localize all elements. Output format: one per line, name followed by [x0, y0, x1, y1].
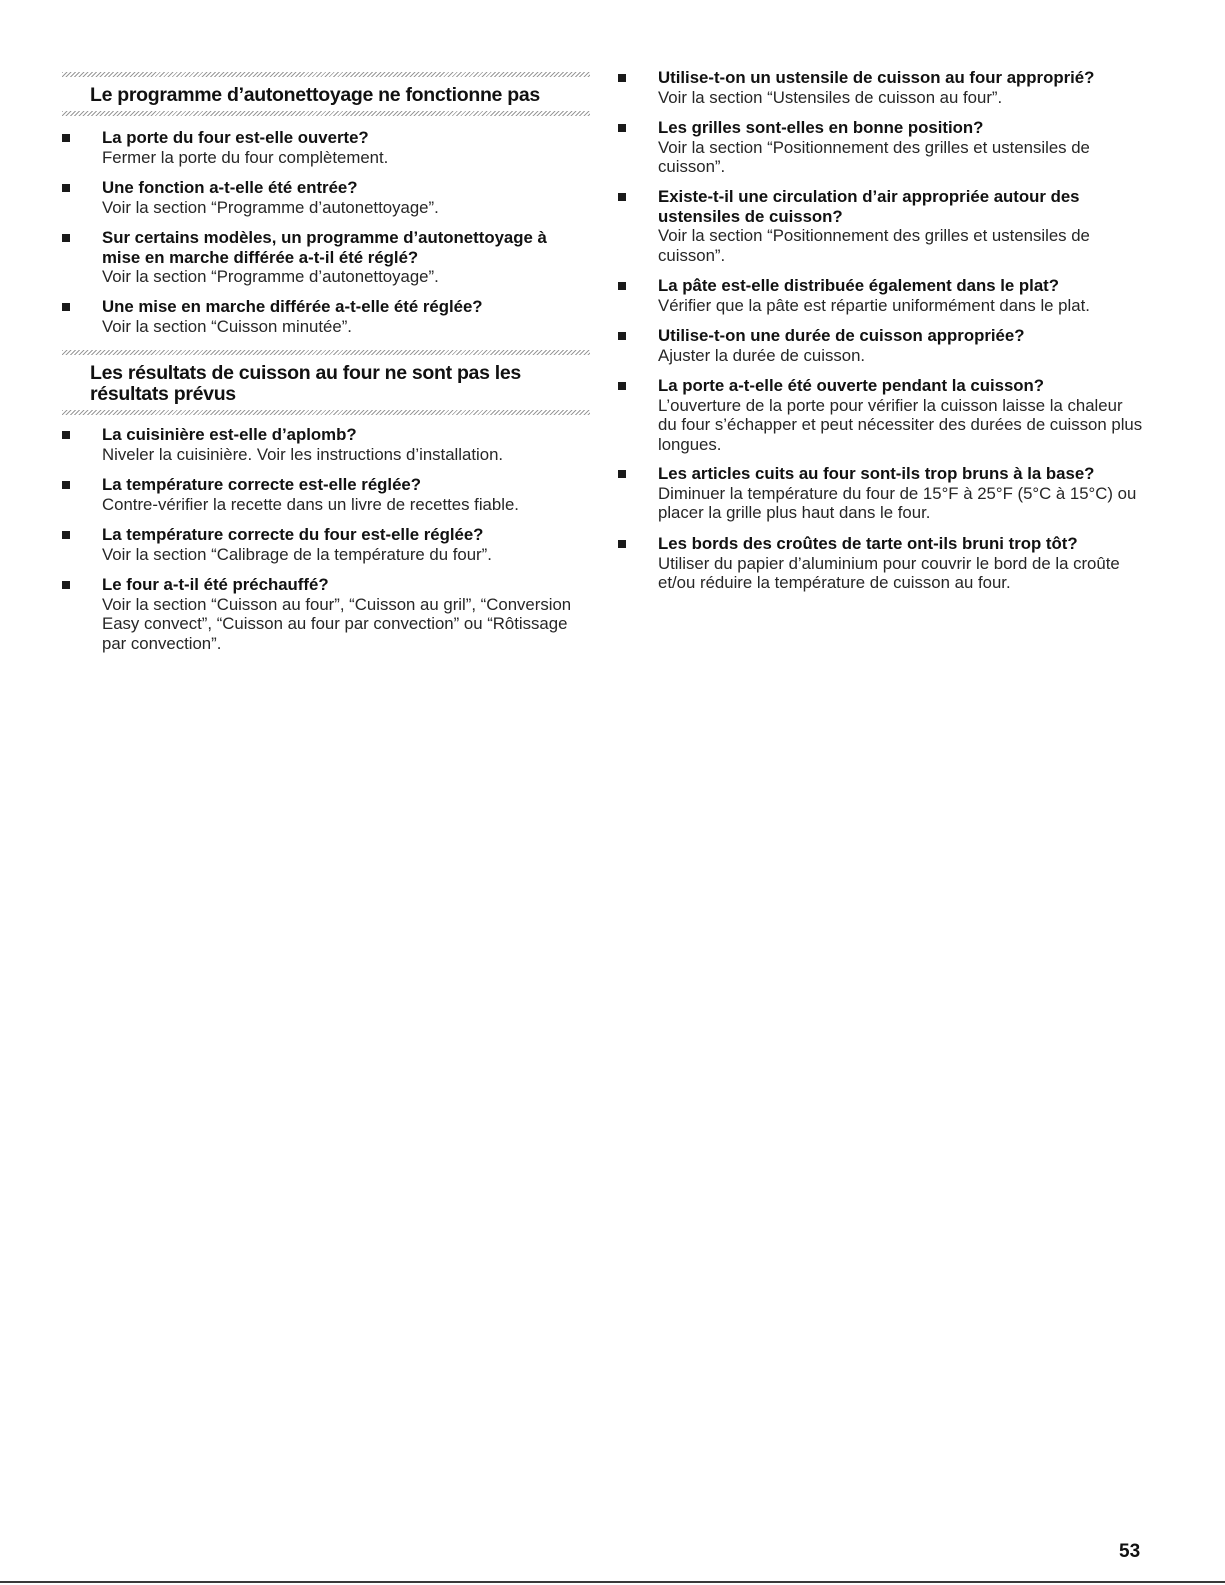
item-question: La pâte est-elle distribuée également dans le plat?: [658, 276, 1060, 295]
item-answer: Fermer la porte du four complètement.: [102, 147, 389, 167]
item-answer: L’ouverture de la porte pour vérifier la cuisson laisse la chaleur du four s’échapper et peut nécessiter des durées de cuisson plus longues.: [658, 395, 1143, 454]
square-bullet-icon: [618, 193, 626, 201]
list-item: [618, 326, 1143, 365]
square-bullet-icon: [618, 332, 626, 340]
square-bullet-icon: [62, 234, 70, 242]
square-bullet-icon: [62, 531, 70, 539]
square-bullet-icon: [62, 184, 70, 192]
item-answer: Contre-vérifier la recette dans un livre de recettes fiable.: [102, 494, 519, 514]
item-answer: Ajuster la durée de cuisson.: [658, 345, 866, 365]
item-question: Les bords des croûtes de tarte ont-ils bruni trop tôt?: [658, 534, 1078, 553]
item-answer: Voir la section “Programme d’autonettoyage”.: [102, 267, 439, 287]
list-item: [62, 228, 587, 287]
item-answer: Voir la section “Cuisson au four”, “Cuisson au gril”, “Conversion Easy convect”, “Cuisson au four par convection” ou “Rôtissage par convection”.: [102, 594, 572, 653]
list-item: [62, 475, 587, 514]
square-bullet-icon: [618, 540, 626, 548]
item-answer: Voir la section “Ustensiles de cuisson au four”.: [658, 87, 1003, 107]
item-question: Sur certains modèles, un programme d’autonettoyage à mise en marche différée a-t-il été réglé?: [102, 228, 547, 267]
item-question: Les grilles sont-elles en bonne position?: [658, 118, 984, 137]
list-item: [618, 118, 1143, 177]
square-bullet-icon: [62, 431, 70, 439]
list-item: [62, 525, 587, 564]
square-bullet-icon: [62, 581, 70, 589]
item-answer: Vérifier que la pâte est répartie uniformément dans le plat.: [658, 295, 1090, 315]
square-bullet-icon: [62, 134, 70, 142]
item-question: Le four a-t-il été préchauffé?: [102, 575, 329, 594]
page-number: 53: [1119, 1541, 1141, 1562]
list-item: [62, 425, 587, 464]
item-answer: Voir la section “Cuisson minutée”.: [102, 316, 352, 336]
list-item: [618, 464, 1143, 523]
item-question: Une mise en marche différée a-t-elle été réglée?: [102, 297, 483, 316]
item-answer: Niveler la cuisinière. Voir les instructions d’installation.: [102, 444, 504, 464]
list-item: [618, 276, 1143, 315]
item-question: La température correcte du four est-elle réglée?: [102, 525, 484, 544]
section-title: Le programme d’autonettoyage ne fonctionne pas: [90, 84, 540, 106]
square-bullet-icon: [618, 74, 626, 82]
square-bullet-icon: [618, 282, 626, 290]
item-question: Utilise-t-on un ustensile de cuisson au four approprié?: [658, 68, 1095, 87]
item-question: Existe-t-il une circulation d’air appropriée autour des ustensiles de cuisson?: [658, 187, 1080, 226]
item-question: La température correcte est-elle réglée?: [102, 475, 421, 494]
item-answer: Utiliser du papier d’aluminium pour couvrir le bord de la croûte et/ou réduire la température de cuisson au four.: [658, 553, 1120, 593]
item-question: Utilise-t-on une durée de cuisson appropriée?: [658, 326, 1025, 345]
page-bottom-rule: [0, 1581, 1225, 1583]
hatch-rule-bottom: [62, 111, 590, 116]
list-item: [62, 575, 587, 653]
square-bullet-icon: [62, 481, 70, 489]
item-question: Les articles cuits au four sont-ils trop bruns à la base?: [658, 464, 1095, 483]
list-item: [62, 128, 587, 167]
list-item: [618, 68, 1143, 107]
item-question: La porte a-t-elle été ouverte pendant la cuisson?: [658, 376, 1045, 395]
section-header-baking-results: [62, 350, 590, 415]
square-bullet-icon: [62, 303, 70, 311]
square-bullet-icon: [618, 382, 626, 390]
item-answer: Voir la section “Programme d’autonettoyage”.: [102, 197, 439, 217]
list-item: [618, 187, 1143, 265]
item-answer: Voir la section “Positionnement des grilles et ustensiles de cuisson”.: [658, 226, 1090, 265]
item-question: La cuisinière est-elle d’aplomb?: [102, 425, 357, 444]
list-item: [62, 178, 587, 217]
square-bullet-icon: [618, 470, 626, 478]
list-item: [618, 376, 1143, 454]
list-item: [62, 297, 587, 336]
item-question: Une fonction a-t-elle été entrée?: [102, 178, 358, 197]
square-bullet-icon: [618, 124, 626, 132]
section-title: Les résultats de cuisson au four ne sont pas les résultats prévus: [90, 362, 521, 405]
item-answer: Voir la section “Positionnement des grilles et ustensiles de cuisson”.: [658, 137, 1090, 177]
section-header-self-clean: [62, 72, 590, 116]
item-answer: Voir la section “Calibrage de la température du four”.: [102, 544, 492, 564]
item-answer: Diminuer la température du four de 15°F à 25°F (5°C à 15°C) ou placer la grille plus haut dans le four.: [658, 483, 1137, 523]
list-item: [618, 534, 1143, 593]
item-question: La porte du four est-elle ouverte?: [102, 128, 369, 147]
hatch-rule-bottom: [62, 410, 590, 415]
